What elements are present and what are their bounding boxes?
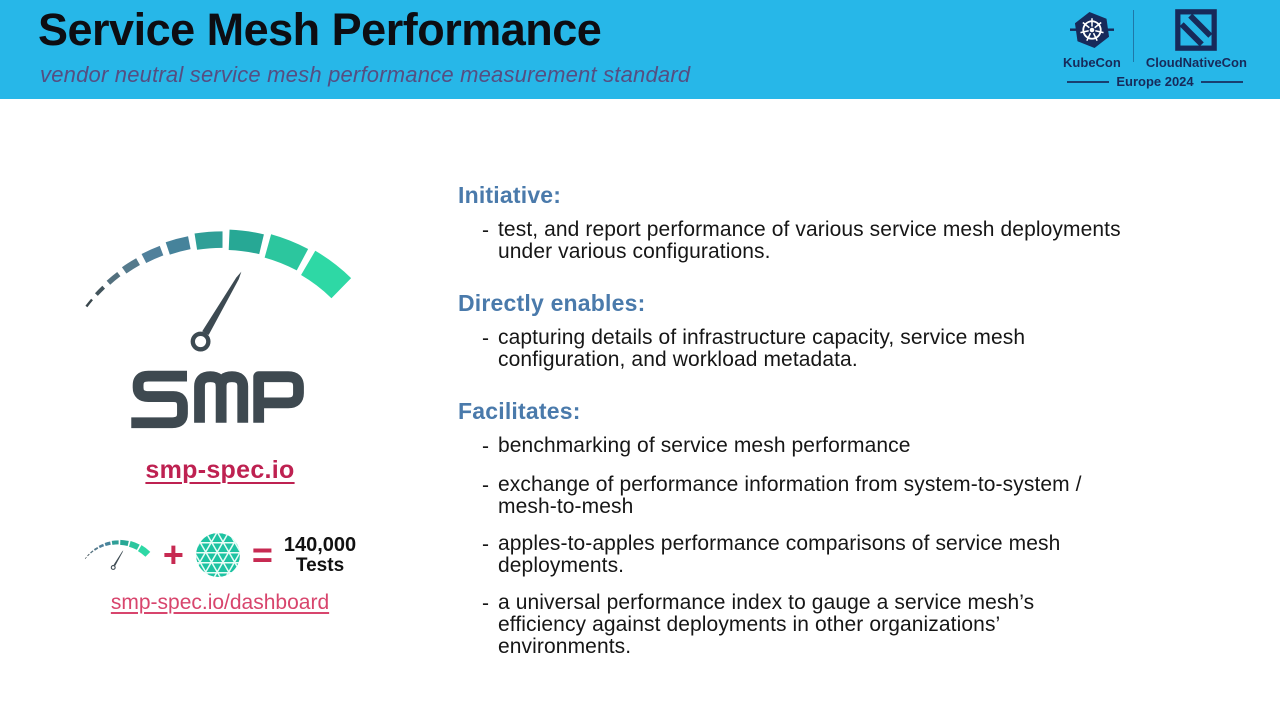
smp-gauge-logo	[82, 226, 358, 360]
bullet-text: a universal performance index to gauge a service mesh’s efficiency against deployments in other organizations’ environments.	[498, 591, 1035, 659]
logo-separator	[1133, 10, 1134, 62]
header-band	[0, 0, 1280, 99]
tests-equation	[60, 529, 380, 581]
content-column	[458, 182, 1148, 674]
bullet-marker: -	[482, 435, 489, 459]
kubecon-helm-icon	[1069, 8, 1115, 52]
edition-line-right	[1201, 81, 1243, 83]
bullet-text: benchmarking of service mesh performance	[498, 434, 911, 458]
bullet-text: capturing details of infrastructure capacity, service mesh configuration, and workload metadata.	[498, 326, 1026, 372]
list-item	[458, 474, 1148, 518]
tests-count	[284, 534, 356, 577]
bullet-marker: -	[482, 592, 489, 616]
kubecon-block	[1063, 8, 1121, 70]
bullet-marker: -	[482, 533, 489, 557]
event-badge	[1060, 8, 1250, 89]
edition-line-left	[1067, 81, 1109, 83]
section-heading-directly-enables: Directly enables:	[458, 290, 646, 317]
bullet-marker: -	[482, 474, 489, 498]
bullet-text: apples-to-apples performance comparisons of service mesh deployments.	[498, 532, 1061, 578]
page-title: Service Mesh Performance	[38, 4, 602, 55]
edition-row	[1060, 74, 1250, 89]
smp-panel	[60, 226, 380, 615]
gauge-icon	[84, 539, 152, 572]
section-heading-facilitates: Facilitates:	[458, 398, 581, 425]
cloudnativecon-label: CloudNativeCon	[1145, 55, 1247, 70]
kubecon-label: KubeCon	[1063, 55, 1121, 70]
smp-logo-text	[129, 368, 311, 432]
tests-count-unit: Tests	[295, 554, 345, 576]
cloudnativecon-icon	[1174, 8, 1218, 52]
list-item	[458, 435, 1148, 459]
list-item	[458, 327, 1148, 371]
plus-icon: +	[162, 534, 184, 575]
tests-count-value: 140,000	[283, 533, 357, 556]
section-heading-initiative: Initiative:	[458, 182, 562, 208]
smp-spec-link[interactable]: smp-spec.io	[145, 456, 295, 484]
bullet-marker: -	[482, 327, 489, 351]
edition-text: Europe 2024	[1116, 74, 1194, 89]
dashboard-link[interactable]: smp-spec.io/dashboard	[110, 591, 330, 614]
bullet-text: exchange of performance information from system-to-system / mesh-to-mesh	[498, 473, 1082, 519]
equals-icon: =	[251, 534, 273, 575]
page-subtitle: vendor neutral service mesh performance measurement standard	[40, 62, 691, 87]
list-item	[458, 533, 1148, 577]
list-item	[458, 219, 1148, 263]
list-item	[458, 592, 1148, 658]
bullet-marker: -	[482, 219, 489, 242]
bullet-text: test, and report performance of various service mesh deployments under various configurations.	[498, 218, 1121, 264]
cloudnativecon-block	[1146, 8, 1247, 70]
mesh-icon	[195, 532, 241, 578]
